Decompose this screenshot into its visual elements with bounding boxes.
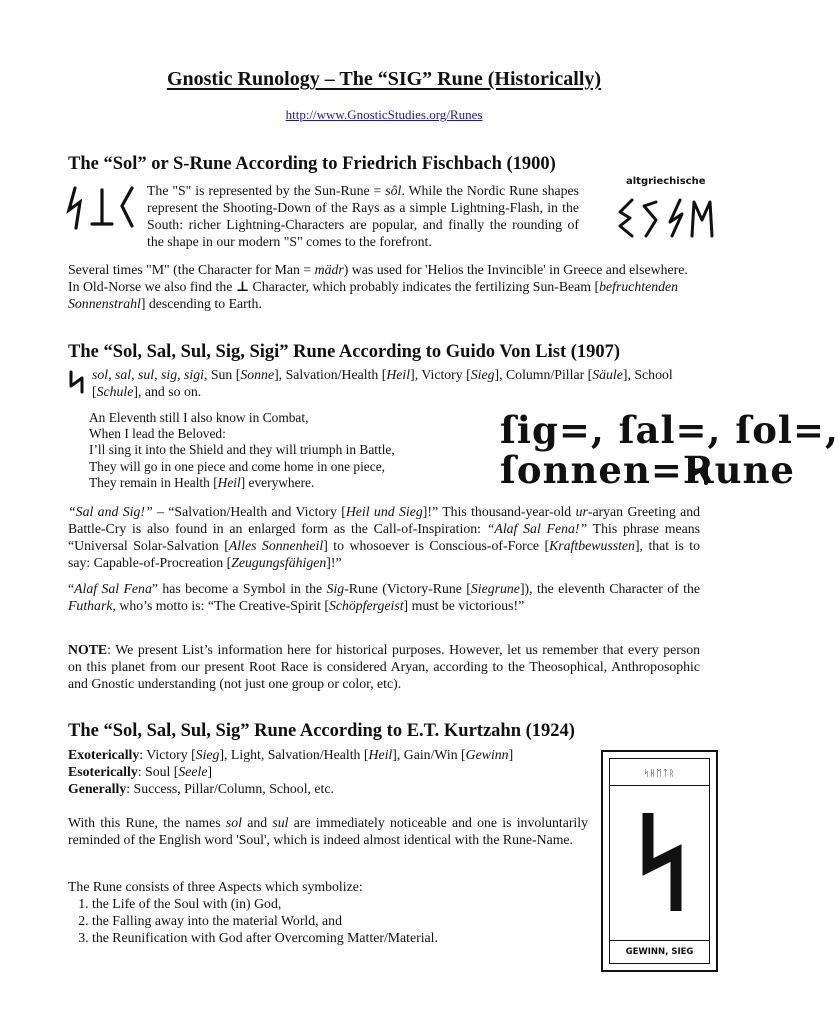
- esoteric-line: Esoterically: Soul [Seele]: [68, 764, 213, 779]
- poem-line: They remain in Health [Heil] everywhere.: [89, 474, 315, 490]
- von-list-intro: sol, sal, sul, sig, sigi, Sun [Sonne], Salvation/Health [Heil], Victory [Sieg], Column/Pillar [Säule], School [Schule], and so on.: [92, 367, 673, 399]
- poem-line: When I lead the Beloved:: [89, 426, 226, 442]
- kurtzahn-paragraph-soul: With this Rune, the names sol and sul are immediately noticeable and one is involuntarily reminded of the English word 'Soul', which is indeed almost identical with the Rune-Name.: [68, 815, 588, 847]
- card-top-runes: ᛋᚺᛖᛏᚱ: [643, 768, 676, 778]
- section-heading-von-list: The “Sol, Sal, Sul, Sig, Sigi” Rune According to Guido Von List (1907): [68, 342, 621, 362]
- figure-label-altgriechische: altgriechische: [626, 176, 706, 187]
- section-heading-kurtzahn: The “Sol, Sal, Sul, Sig” Rune According to E.T. Kurtzahn (1924): [68, 721, 575, 741]
- fischbach-paragraph-2: Several times "M" (the Character for Man = mädr) was used for 'Helios the Invincible' in Greece and elsewhere. In Old-Norse we also find the ⊥ Character, which probably indicates the fertilizing Sun-Beam [befruchtenden Sonnenstrahl] descending to Earth.: [68, 262, 688, 311]
- kurtzahn-aspects: [68, 878, 588, 946]
- general-line: Generally: Success, Pillar/Column, School, etc.: [68, 781, 334, 796]
- sig-rune-card: [601, 750, 718, 972]
- eleventh-rune-poem: [89, 410, 489, 491]
- list-item: 3. the Reunification with God after Overcoming Matter/Material.: [92, 929, 588, 946]
- poem-line: An Eleventh still I also know in Combat,: [89, 410, 309, 425]
- ancient-greek-s-forms-icon: [616, 194, 716, 240]
- kurtzahn-meanings: [68, 746, 598, 797]
- fischbach-paragraph-1: The "S" is represented by the Sun-Rune = sôl. While the Nordic Rune shapes represent the Shooting-Down of the Rays as a simple Lightning-Flash, in the South: richer Lightning-Characters are popular, and finally the rounding of the shape in our modern "S" comes to the forefront.: [147, 183, 579, 249]
- card-caption: GEWINN, SIEG: [625, 947, 694, 957]
- sun-rune-variants-icon: [64, 184, 138, 232]
- von-list-paragraph-alaf-sal-fena: “Alaf Sal Fena” has become a Symbol in the Sig-Rune (Victory-Rune [Siegrune]), the eleventh Character of the Futhark, who’s motto is: “The Creative-Spirit [Schöpfergeist] must be victorious!”: [68, 581, 701, 613]
- sig-rune-icon: [66, 369, 88, 395]
- fraktur-caption-line-2: ſonnen=Rune: [500, 448, 795, 492]
- aspects-intro: The Rune consists of three Aspects which symbolize:: [68, 879, 363, 894]
- von-list-paragraph-sal-and-sig: “Sal and Sig!” – “Salvation/Health and Victory [Heil und Sieg]!” This thousand-year-old ur-aryan Greeting and Battle-Cry is also found in an enlarged form as the Call-of-Inspiration: “Alaf Sal Fena!” This phrase means “Universal Solar-Salvation [Alles Sonnenheil] to whosoever is Conscious-of-Force [Kraftbewussten], that is to say: Capable-of-Procreation [Zeugungsfähigen]!”: [68, 504, 701, 570]
- tyr-symbol: ⊥: [235, 279, 250, 294]
- note-paragraph: NOTE: We present List’s information here for historical purposes. However, let us remember that every person on this planet from our present Root Race is considered Aryan, according to the Theosophical, Anthroposophic and Gnostic understanding (not just one group or color, etc).: [68, 642, 700, 691]
- page-title: Gnostic Runology – The “SIG” Rune (Historically): [166, 68, 602, 90]
- section-heading-fischbach: The “Sol” or S-Rune According to Friedrich Fischbach (1900): [68, 154, 556, 174]
- poem-line: They will go in one piece and come home in one piece,: [89, 458, 385, 474]
- poem-line: I’ll sing it into the Shield and they will triumph in Battle,: [89, 442, 395, 458]
- list-item: 2. the Falling away into the material World, and: [92, 912, 588, 929]
- list-item: 1. the Life of the Soul with (in) God,: [92, 895, 588, 912]
- exoteric-line: Exoterically: Victory [Sieg], Light, Salvation/Health [Heil], Gain/Win [Gewinn]: [68, 747, 514, 762]
- fraktur-caption-line-1: ſig=, ſal=, ſol=,: [500, 408, 839, 452]
- sig-rune-card-icon: [632, 807, 692, 917]
- source-link[interactable]: http://www.GnosticStudies.org/Runes: [285, 107, 483, 122]
- aspects-list: [68, 895, 588, 946]
- fraktur-sig-rune-icon: [686, 455, 712, 487]
